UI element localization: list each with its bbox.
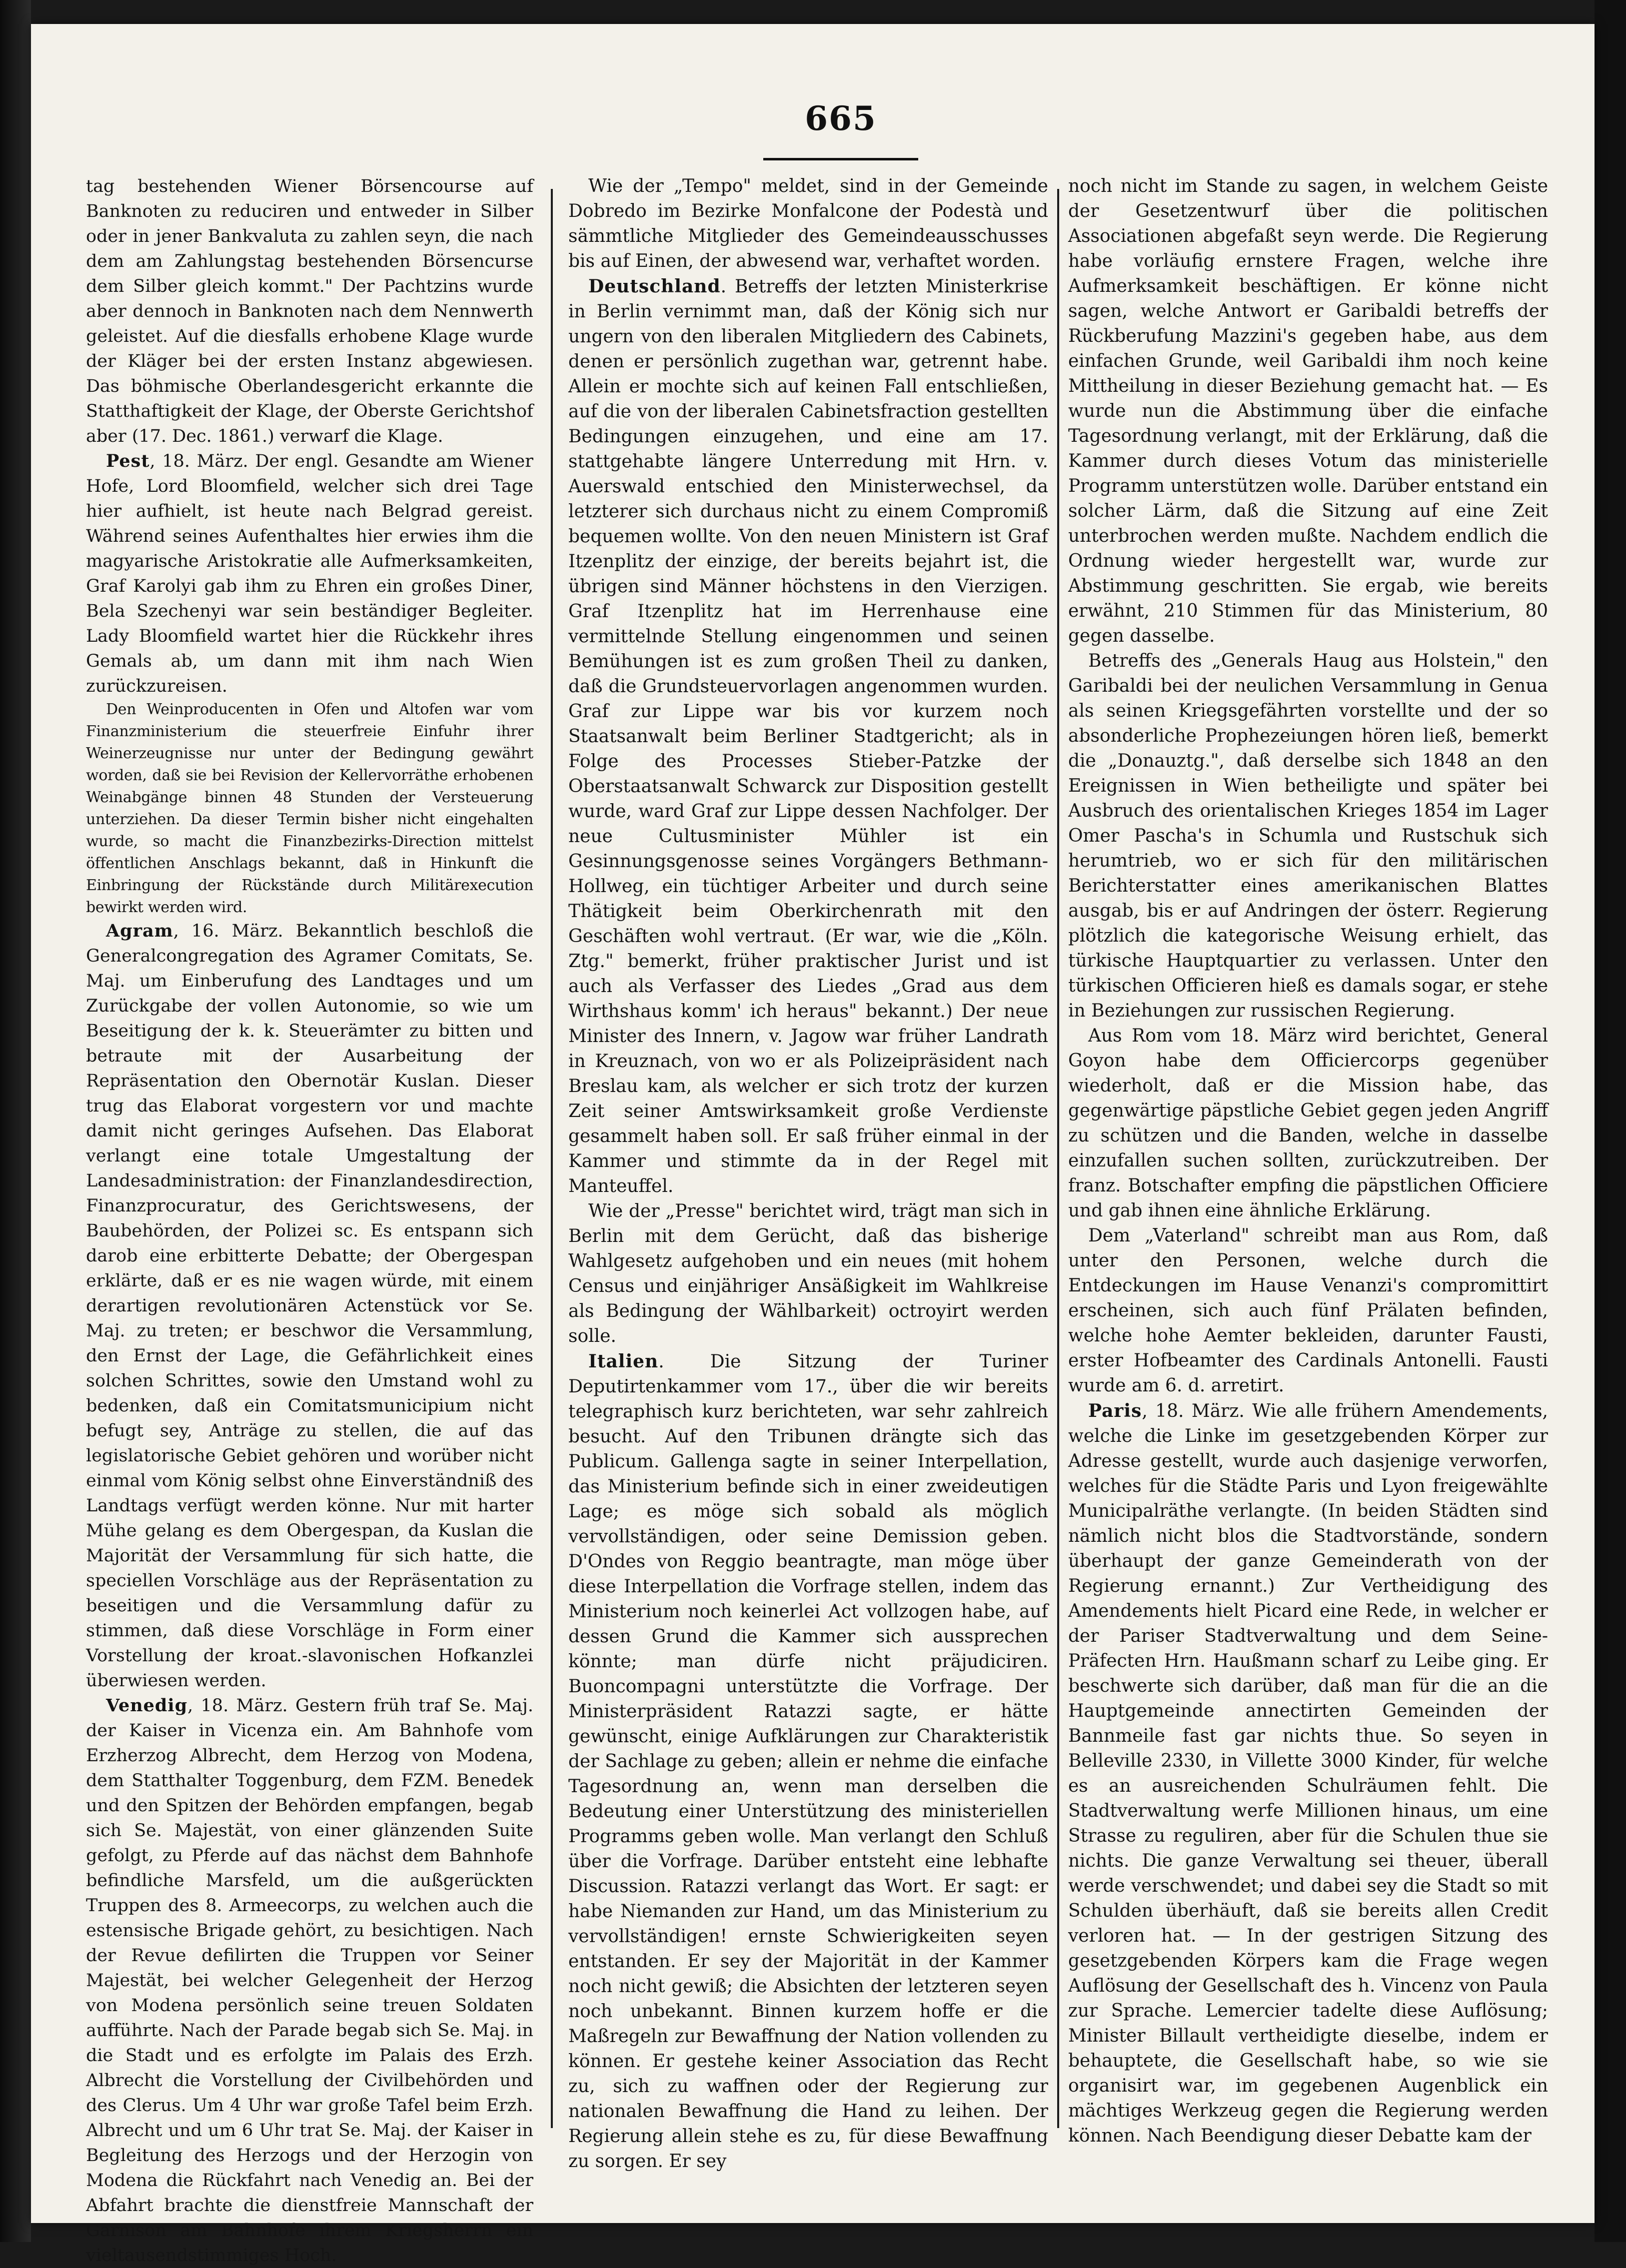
article-paragraph: [86, 1693, 533, 2268]
paragraph-text: , 18. März. Gestern früh traf Se. Maj. der Kaiser in Vicenza ein. Am Bahnhofe vom Erzherzog Albrecht, dem Herzog von Modena, dem Statthalter Toggenburg, dem FZM. Benedek und den Spitzen der Behörden empfangen, begab sich Se. Majestät, von einer glänzenden Suite gefolgt, zu Pferde auf das nächst dem Bahnhofe befindliche Marsfeld, um die außgerückten Truppen des 8. Armeecorps, zu welchen auch die estensische Brigade gehört, zu besichtigen. Nach der Revue defilirten die Truppen vor Seiner Majestät, bei welcher Gelegenheit der Herzog von Modena persönlich seine treuen Soldaten aufführte. Nach der Parade begab sich Se. Maj. in die Stadt und es erfolgte im Palais des Erzh. Albrecht die Vorstellung der Civilbehörden und des Clerus. Um 4 Uhr war große Tafel beim Erzh. Albrecht und um 6 Uhr trat Se. Maj. der Kaiser in Begleitung des Herzogs und der Herzogin von Modena die Rückfahrt nach Venedig an. Bei der Abfahrt brachte die dienstfreie Mannschaft der Garnison am Bahnhofe ihrem Kriegsherrn ein vieltausendstimmiges Hoch.: [86, 1696, 533, 2266]
paragraph-text: Den Weinproducenten in Ofen und Altofen war vom Finanzministerium die steuerfreie Einfuhr ihrer Weinerzeugnisse nur unter der Bedingung gewährt worden, daß sie bei Revision der Kellervorräthe erhobenen Weinabgänge binnen 48 Stunden der Versteuerung unterziehen. Da dieser Termin bisher nicht eingehalten wurde, so macht die Finanzbezirks-Direction mittelst öffentlichen Anschlags bekannt, daß in Hinkunft die Einbringung der Rückstände durch Militärexecution bewirkt werden wird.: [86, 701, 533, 916]
paragraph-text: noch nicht im Stande zu sagen, in welchem Geiste der Gesetzentwurf über die politischen Associationen abgefaßt seyn werde. Die Regierung habe vorläufig ernstere Fragen, welche ihre Aufmerksamkeit beschäftigen. Er könne nicht sagen, welche Antwort er Garibaldi betreffs der Rückberufung Mazzini's gegeben habe, aus dem einfachen Grunde, weil Garibaldi ihm noch keine Mittheilung in dieser Beziehung gemacht hat. — Es wurde nun die Abstimmung über die einfache Tagesordnung verlangt, mit der Erklärung, daß die Kammer durch dieses Votum das ministerielle Programm unterstützen wolle. Darüber entstand ein solcher Lärm, daß die Sitzung auf eine Zeit unterbrochen werden mußte. Nachdem endlich die Ordnung wieder hergestellt war, wurde zur Abstimmung geschritten. Sie ergab, wie bereits erwähnt, 210 Stimmen für das Ministerium, 80 gegen dasselbe.: [1068, 176, 1548, 646]
article-paragraph: [1068, 1223, 1548, 1398]
paragraph-text: Wie der „Tempo" meldet, sind in der Gemeinde Dobredo im Bezirke Monfalcone der Podestà und sämmtliche Mitglieder des Gemeindeausschusses bis auf Einen, der abwesend war, verhaftet worden.: [568, 176, 1048, 271]
paragraph-text: . Die Sitzung der Turiner Deputirtenkammer vom 17., über die wir bereits telegraphisch kurz berichteten, war sehr zahlreich besucht. Auf den Tribunen drängte sich das Publicum. Gallenga sagte in seiner Interpellation, das Ministerium befinde sich in einer zweideutigen Lage; es möge sich sobald als möglich vervollständigen, oder seine Demission geben. D'Ondes von Reggio beantragte, man möge über diese Interpellation die Vorfrage stellen, indem das Ministerium noch keinerlei Act vollzogen habe, auf dessen Grund die Kammer sich aussprechen könnte; man dürfe nicht präjudiciren. Buoncompagni unterstützte die Vorfrage. Der Ministerpräsident Ratazzi sagte, er hätte gewünscht, einige Aufklärungen zur Charakteristik der Sachlage zu geben; allein er nehme die einfache Tagesordnung an, wenn man derselben die Bedeutung einer Unterstützung des ministeriellen Programms geben wolle. Man verlangt den Schluß über die Vorfrage. Darüber entsteht eine lebhafte Discussion. Ratazzi verlangt das Wort. Er sagt: er habe Niemanden zur Hand, um das Ministerium zu vervollständigen! ernste Schwierigkeiten seyen entstanden. Er sey der Majorität in der Kammer noch nicht gewiß; die Absichten der letzteren seyen noch unbekannt. Binnen kurzem hoffe er die Maßregeln zur Bewaffnung der Nation vollenden zu können. Er gestehe keiner Association das Recht zu, sich zu waffnen oder der Regierung zur nationalen Bewaffnung die Hand zu leihen. Der Regierung allein stehe es zu, für diese Bewaffnung zu sorgen. Er sey: [568, 1351, 1048, 2172]
scan-left-shadow: [0, 0, 31, 2242]
text-column-3: [1068, 174, 1548, 2146]
article-paragraph: [86, 919, 533, 1693]
article-paragraph: [1068, 1024, 1548, 1223]
newspaper-page: [31, 24, 1595, 2266]
paragraph-text: Betreffs des „Generals Haug aus Holstein," den Garibaldi bei der neulichen Versammlung in Genua als seinen Kriegsgefährten vorstellte und der so absonderliche Prophezeiungen hören ließ, bemerkt die „Donauztg.", daß derselbe sich 1848 an den Ereignissen in Wien betheiligte und später bei Ausbruch des orientalischen Krieges 1854 im Lager Omer Pascha's in Schumla und Rustschuk sich herumtrieb, wo er sich für den militärischen Berichterstatter eines amerikanischen Blattes ausgab, bis er auf Andringen der österr. Regierung plötzlich die kategorische Weisung erhielt, das türkische Hauptquartier zu verlassen. Unter den türkischen Officieren hieß es damals sogar, er stehe in Beziehungen zur russischen Regierung.: [1068, 651, 1548, 1021]
dateline-keyword: Agram: [106, 921, 173, 941]
paragraph-text: Dem „Vaterland" schreibt man aus Rom, daß unter den Personen, welche durch die Entdeckungen im Hause Venanzi's compromittirt erscheinen, sich auch fünf Prälaten befinden, welche hohe Aemter bekleiden, darunter Fausti, erster Hofbeamter des Cardinals Antonelli. Fausti wurde am 6. d. arretirt.: [1068, 1225, 1548, 1396]
article-paragraph: [86, 699, 533, 919]
article-paragraph: [86, 449, 533, 699]
column-divider-1: [551, 189, 553, 2128]
dateline-keyword: Pest: [106, 451, 150, 471]
dateline-keyword: Venedig: [106, 1695, 188, 1716]
article-paragraph: [568, 274, 1048, 1199]
page-number: 665: [805, 99, 877, 138]
article-paragraph: [1068, 174, 1548, 649]
article-paragraph: [86, 174, 533, 449]
article-paragraph: [568, 1199, 1048, 1349]
text-column-1: [86, 174, 533, 2266]
article-paragraph: [1068, 1398, 1548, 2149]
article-paragraph: [568, 1349, 1048, 2174]
page-number-underline: [763, 158, 918, 160]
column-divider-2: [1057, 189, 1059, 2128]
paragraph-text: . Betreffs der letzten Ministerkrise in Berlin vernimmt man, daß der König sich nur ungern von den liberalen Mitgliedern des Cabinets, denen er persönlich zugethan war, getrennt habe. Allein er mochte sich auf keinen Fall entschließen, auf die von der liberalen Cabinetsfraction gestellten Bedingungen einzugehen, und eine am 17. stattgehabte längere Unterredung mit Hrn. v. Auerswald entschied den Ministerwechsel, da letzterer sich durchaus nicht zu einem Compromiß bequemen wollte. Von den neuen Ministern ist Graf Itzenplitz der einzige, der bereits bejahrt ist, die übrigen sind Männer höchstens in den Vierzigen. Graf Itzenplitz hat im Herrenhause eine vermittelnde Stellung eingenommen und seinen Bemühungen ist es zum großen Theil zu danken, daß die Grundsteuervorlagen angenommen wurden. Graf zur Lippe war bis vor kurzem noch Staatsanwalt beim Berliner Stadtgericht; als in Folge des Processes Stieber-Patzke der Oberstaatsanwalt Schwarck zur Disposition gestellt wurde, ward Graf zur Lippe dessen Nachfolger. Der neue Cultusminister Mühler ist ein Gesinnungsgenosse seines Vorgängers Bethmann-Hollweg, ein tüchtiger Arbeiter und durch seine Thätigkeit beim Oberkirchenrath mit den Geschäften wohl vertraut. (Er war, wie die „Köln. Ztg." bemerkt, früher praktischer Jurist und ist auch als Verfasser des Liedes „Grad aus dem Wirthshaus komm' ich heraus" bekannt.) Der neue Minister des Innern, v. Jagow war früher Landrath in Kreuznach, von wo er als Polizeipräsident nach Breslau kam, als welcher er sich trotz der kurzen Zeit seiner Amtswirksamkeit große Verdienste gesammelt haben soll. Er saß früher einmal in der Kammer und stimmte da in der Regel mit Manteuffel.: [568, 276, 1048, 1196]
paragraph-text: Aus Rom vom 18. März wird berichtet, General Goyon habe dem Officiercorps gegenüber wiederholt, daß er die Mission habe, das gegenwärtige päpstliche Gebiet gegen jeden Angriff zu schützen und die Banden, welche in dasselbe einzufallen suchen sollten, zurückzutreiben. Der franz. Botschafter empfing die päpstlichen Officiere und gab ihnen eine ähnliche Erklärung.: [1068, 1026, 1548, 1221]
paragraph-text: , 16. März. Bekanntlich beschloß die Generalcongregation des Agramer Comitats, Se. Maj. um Einberufung des Landtages und um Zurückgabe der vollen Autonomie, so wie um Beseitigung der k. k. Steuerämter zu bitten und betraute mit der Ausarbeitung der Repräsentation den Obernotär Kuslan. Dieser trug das Elaborat vorgestern vor und machte damit nicht geringes Aufsehen. Das Elaborat verlangt eine totale Umgestaltung der Landesadministration: der Finanzlandesdirection, Finanzprocuratur, des Gerichtswesens, der Baubehörden, der Polizei sc. Es entspann sich darob eine erbitterte Debatte; der Obergespan erklärte, daß er es nie wagen würde, mit einem derartigen revolutionären Actenstück vor Se. Maj. zu treten; er beschwor die Versammlung, den Ernst der Lage, die Gefährlichkeit eines solchen Schrittes, sowie den Umstand wohl zu bedenken, daß ein Comitatsmunicipium nicht befugt sey, Anträge zu stellen, die auf das legislatorische Gebiet gehören und worüber nicht einmal vom König selbst ohne Einverständniß des Landtags verfügt werden könne. Nur mit harter Mühe gelang es dem Obergespan, da Kuslan die Majorität der Versammlung für sich hatte, die speciellen Vorschläge aus der Repräsentation zu beseitigen und die Versammlung dafür zu stimmen, daß diese Vorschläge in Form einer Vorstellung der kroat.-slavonischen Hofkanzlei überwiesen werden.: [86, 921, 533, 1691]
text-column-2: [568, 174, 1048, 2172]
dateline-keyword: Paris: [1088, 1400, 1142, 1421]
article-paragraph: [568, 174, 1048, 274]
scan-right-edge: [1595, 0, 1626, 2242]
dateline-keyword: Italien: [588, 1351, 659, 1372]
paragraph-text: tag bestehenden Wiener Börsencourse auf Banknoten zu reduciren und entweder in Silber oder in jener Bankvaluta zu zahlen seyn, die nach dem am Zahlungstag bestehenden Börsencurse dem Silber gleich kommt." Der Pachtzins wurde aber dennoch in Banknoten nach dem Nennwerth geleistet. Auf die diesfalls erhobene Klage wurde der Kläger bei der ersten Instanz abgewiesen. Das böhmische Oberlandesgericht erkannte die Statthaftigkeit der Klage, der Oberste Gerichtshof aber (17. Dec. 1861.) verwarf die Klage.: [86, 176, 533, 446]
dateline-keyword: Deutschland: [588, 276, 721, 297]
paragraph-text: , 18. März. Wie alle frühern Amendements, welche die Linke im gesetzgebenden Körper zur Adresse gestellt, wurde auch dasjenige verworfen, welches für die Städte Paris und Lyon freigewählte Municipalräthe verlangte. (In beiden Städten sind nämlich nicht blos die Stadtvorstände, sondern überhaupt der ganze Gemeinderath von der Regierung ernannt.) Zur Vertheidigung des Amendements hielt Picard eine Rede, in welcher er der Pariser Stadtverwaltung und dem Seine-Präfecten Hrn. Haußmann scharf zu Leibe ging. Er beschwerte sich darüber, daß man für die an die Hauptgemeinde annectirten Gemeinden der Bannmeile fast gar nichts thue. So seyen in Belleville 2330, in Villette 3000 Kinder, für welche es an ausreichenden Schulräumen fehlt. Die Stadtverwaltung werfe Millionen hinaus, um eine Strasse zu reguliren, aber für die Schulen thue sie nichts. Die ganze Verwaltung sei theuer, überall werde verschwendet; und dabei sey die Stadt so mit Schulden überhäuft, daß sie bereits allen Credit verloren hat. — In der gestrigen Sitzung des gesetzgebenden Körpers kam die Frage wegen Auflösung der Gesellschaft des h. Vincenz von Paula zur Sprache. Lemercier tadelte diese Auflösung; Minister Billault vertheidigte dieselbe, indem er behauptete, die Gesellschaft habe, so wie sie organisirt war, im gegebenen Augenblick ein mächtiges Werkzeug gegen die Regierung werden können. Nach Beendigung dieser Debatte kam der: [1068, 1401, 1548, 2146]
article-paragraph: [1068, 649, 1548, 1024]
paragraph-text: , 18. März. Der engl. Gesandte am Wiener Hofe, Lord Bloomfield, welcher sich drei Tage hier aufhielt, ist heute nach Belgrad gereist. Während seines Aufenthaltes hier erwies ihm die magyarische Aristokratie alle Aufmerksamkeiten, Graf Karolyi gab ihm zu Ehren ein großes Diner, Bela Szechenyi war sein beständiger Begleiter. Lady Bloomfield wartet hier die Rückkehr ihres Gemals ab, um dann mit ihm nach Wien zurückzureisen.: [86, 451, 533, 696]
paragraph-text: Wie der „Presse" berichtet wird, trägt man sich in Berlin mit dem Gerücht, daß das bisherige Wahlgesetz aufgehoben und ein neues (mit hohem Census und einjähriger Ansäßigkeit im Wahlkreise als Bedingung der Wählbarkeit) octroyirt werden solle.: [568, 1201, 1048, 1346]
